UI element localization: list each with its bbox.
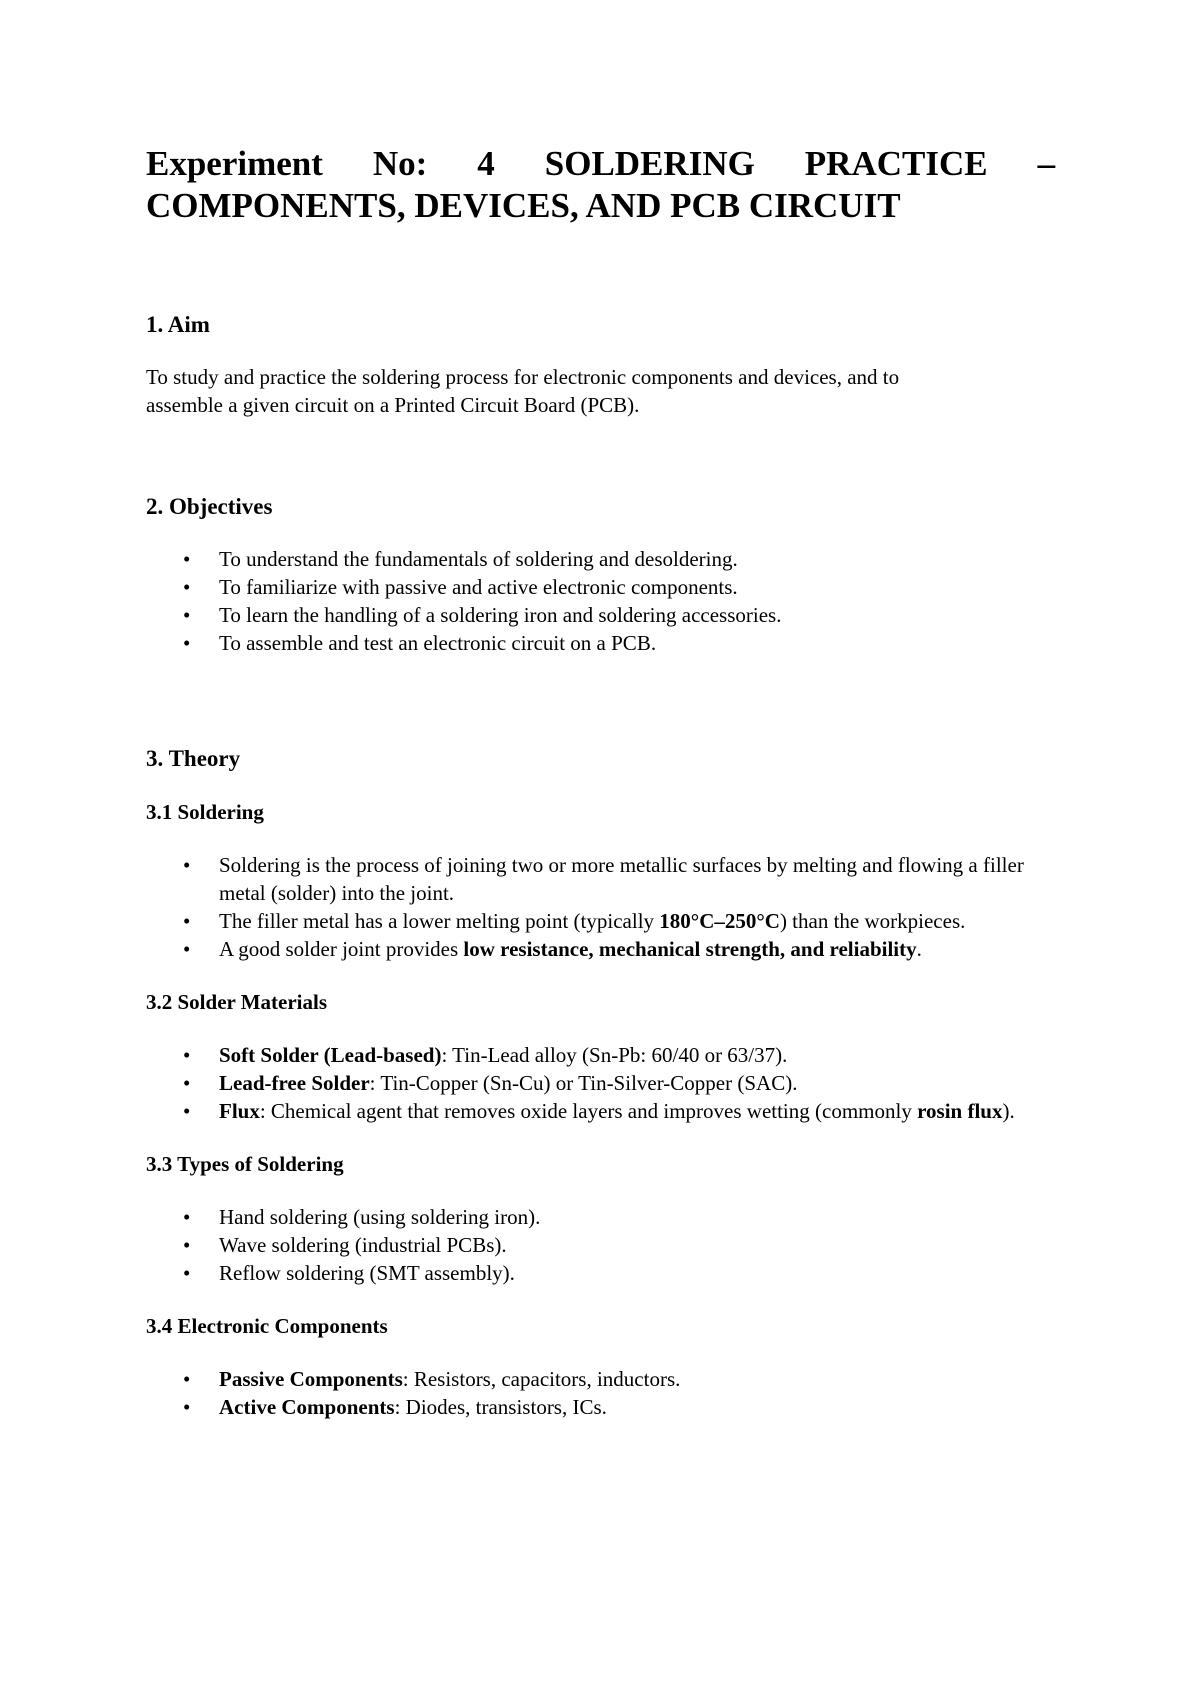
list-item: • Lead-free Solder: Tin-Copper (Sn-Cu) or Tin-Silver-Copper (SAC). xyxy=(146,1069,1055,1097)
title-line-1: Experiment No: 4 SOLDERING PRACTICE – xyxy=(146,144,1056,183)
list-item: • To familiarize with passive and active electronic components. xyxy=(146,573,1055,601)
aim-text: To study and practice the soldering process for electronic components and devices, and to assemble a given circuit on a Printed Circuit Board (PCB). xyxy=(146,365,900,417)
list-item: • Reflow soldering (SMT assembly). xyxy=(146,1259,1055,1287)
theory-heading: 3. Theory xyxy=(146,746,241,771)
components-list xyxy=(146,1365,1055,1421)
list-item: • To understand the fundamentals of soldering and desoldering. xyxy=(146,545,1055,573)
list-item: • Hand soldering (using soldering iron). xyxy=(146,1203,1055,1231)
objectives-list xyxy=(146,545,1055,657)
soldering-list xyxy=(146,851,1055,963)
list-item: • Active Components: Diodes, transistors, ICs. xyxy=(146,1393,1055,1421)
list-item: • Soldering is the process of joining two or more metallic surfaces by melting and flowing a filler metal (solder) into the joint. xyxy=(146,851,1055,907)
types-list xyxy=(146,1203,1055,1287)
materials-heading: 3.2 Solder Materials xyxy=(146,990,328,1014)
types-heading: 3.3 Types of Soldering xyxy=(146,1152,344,1176)
list-item: • A good solder joint provides low resistance, mechanical strength, and reliability. xyxy=(146,935,1055,963)
document-title xyxy=(146,143,1055,227)
list-item: • The filler metal has a lower melting point (typically 180°C–250°C) than the workpieces. xyxy=(146,907,1055,935)
objectives-heading: 2. Objectives xyxy=(146,494,273,519)
components-heading: 3.4 Electronic Components xyxy=(146,1314,388,1338)
soldering-heading: 3.1 Soldering xyxy=(146,800,264,824)
list-item: • To learn the handling of a soldering iron and soldering accessories. xyxy=(146,601,1055,629)
materials-list xyxy=(146,1041,1055,1125)
title-line-2: COMPONENTS, DEVICES, AND PCB CIRCUIT xyxy=(146,186,901,225)
list-item: • Passive Components: Resistors, capacitors, inductors. xyxy=(146,1365,1055,1393)
aim-heading: 1. Aim xyxy=(146,312,210,337)
list-item: • Wave soldering (industrial PCBs). xyxy=(146,1231,1055,1259)
list-item: • To assemble and test an electronic circuit on a PCB. xyxy=(146,629,1055,657)
list-item: • Soft Solder (Lead-based): Tin-Lead alloy (Sn-Pb: 60/40 or 63/37). xyxy=(146,1041,1055,1069)
list-item: • Flux: Chemical agent that removes oxide layers and improves wetting (commonly rosin flux). xyxy=(146,1097,1055,1125)
